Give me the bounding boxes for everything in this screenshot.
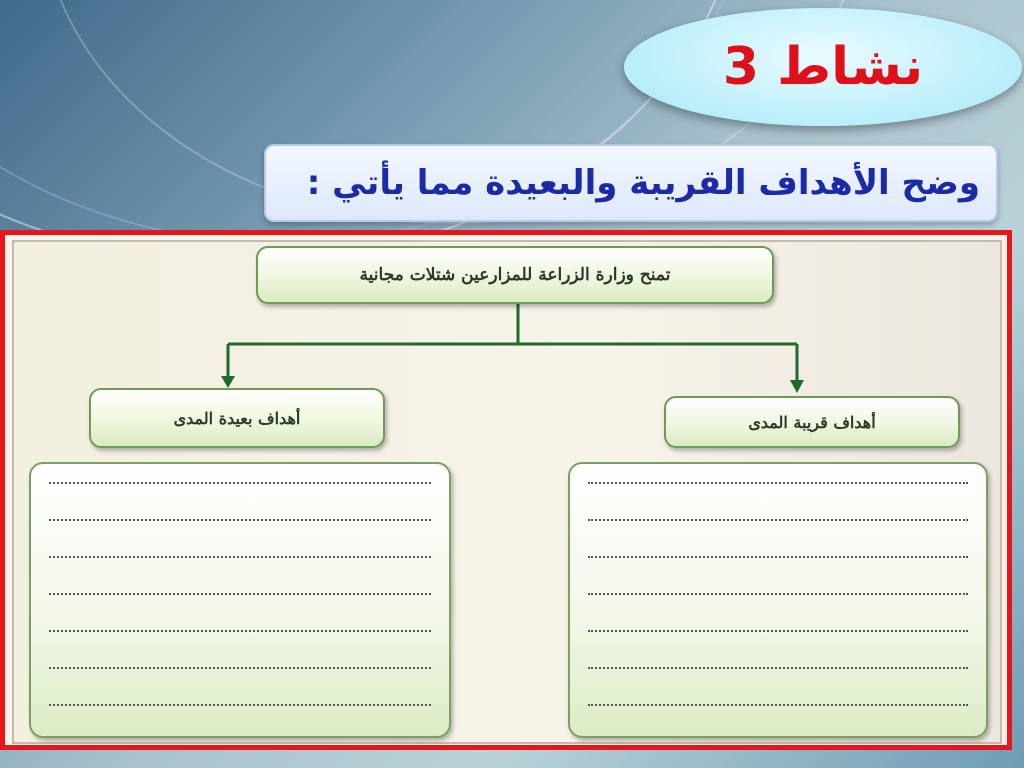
answer-line [588, 519, 968, 521]
answer-line [588, 556, 968, 558]
long-term-goals-answer-box[interactable] [29, 462, 451, 738]
short-term-goals-answer-box[interactable] [568, 462, 988, 738]
answer-line [588, 704, 968, 706]
short-term-goals-header [664, 396, 960, 448]
long-term-goals-header [89, 388, 385, 448]
answer-line [49, 556, 431, 558]
answer-line [49, 519, 431, 521]
instruction-banner [264, 144, 998, 222]
root-statement-box [256, 246, 774, 304]
root-statement: تمنح وزارة الزراعة للمزارعين شتلات مجانية [359, 265, 671, 285]
activity-title: نشاط 3 [722, 37, 924, 97]
activity-title-badge [624, 8, 1022, 126]
answer-line [588, 482, 968, 484]
answer-line [588, 630, 968, 632]
answer-line [49, 630, 431, 632]
short-term-goals-label: أهداف قريبة المدى [748, 412, 876, 432]
answer-line [588, 593, 968, 595]
long-term-goals-label: أهداف بعيدة المدى [173, 408, 301, 428]
instruction-text: وضح الأهداف القريبة والبعيدة مما يأتي : [306, 163, 980, 203]
answer-line [49, 593, 431, 595]
answer-line [49, 704, 431, 706]
answer-line [49, 482, 431, 484]
answer-line [588, 667, 968, 669]
answer-line [49, 667, 431, 669]
